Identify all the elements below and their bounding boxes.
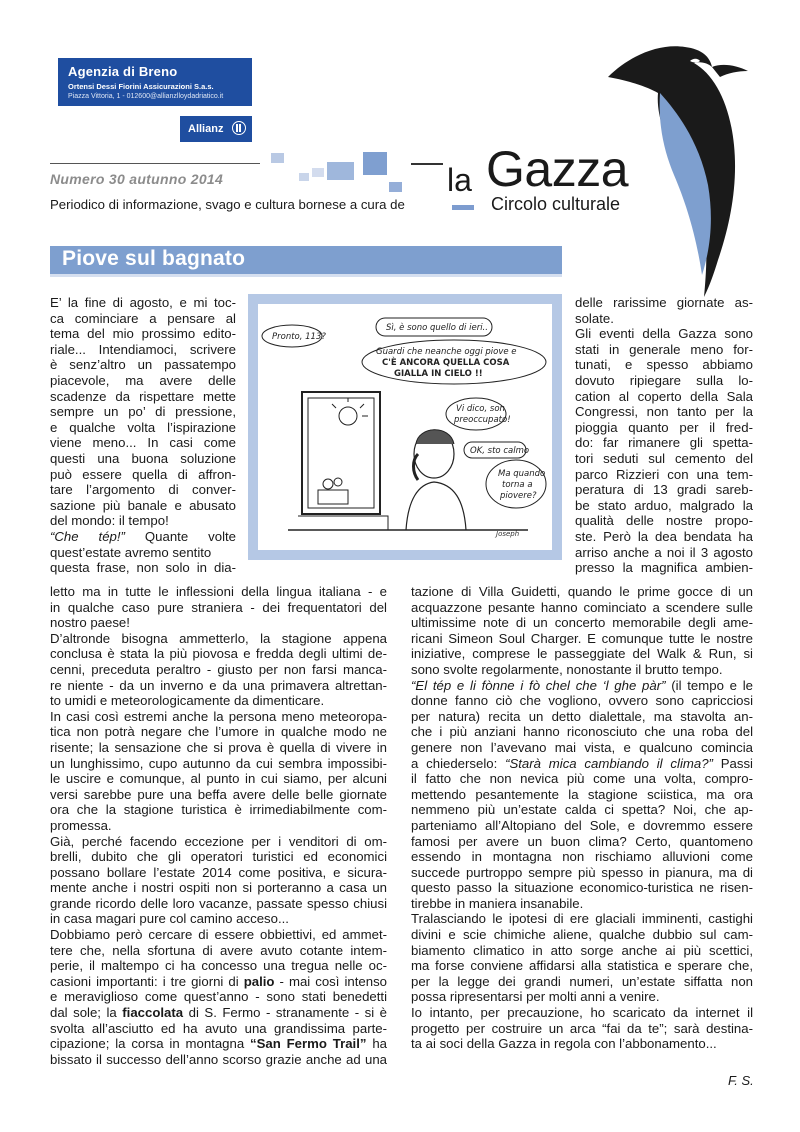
cartoon-bubble-6b: torna a [502,480,533,490]
cartoon-bubble-4b: preoccupato! [454,415,511,425]
logo-line [411,163,443,165]
cartoon-illustration [258,304,552,550]
banner-shadow [50,274,562,277]
article-text-column-4: tazione di Villa Guidetti, quando le prime gocce di un acquazzone pesante hanno cominciato a scendere sulle ultimissime note di un concerto memorabile degli ame- ricani Simeon Soul Charger. E comunque tutte le nostre iniziative, comprese le passeggiate del Walk & Run, si sono svolte regolarmente, nonostante il brutto tempo. “El tép e li fònne i fò chel che ‘l ghe pàr” (il tempo e le donne fanno ciò che vogliono, ovvero sono capricciosi per natura) recita un detto dialettale, ma stavolta an- che i più anziani hanno riconosciuto che una roba del genere non l’avevano mai vista, e qualcuno comincia a chiederselo: “Starà mica cambiando il clima?” Passi il fatto che non nevica più come una volta, compro- mettendo pesantemente la stagione sciistica, ma ora nemmeno più un’estate calda ci spetta? Noi, che ap- parteniamo all’Altopiano del Sole, e dovremmo essere famosi per avere un buon clima? Certo, quantomeno essendo in montagna non rischiamo alluvioni come succede purtroppo sempre più spesso in pianura, ma di questo passo la situazione economico-turistica ne risen- tirebbe in maniera insanabile. Tralasciando le ipotesi di ere glaciali imminenti, castighi divini e scie chimiche aliene, qualche dubbio sul cam- biamento climatico in atto sorge anche ai più scettici, ma forse conviene affidarsi alla statistica e sperare che, per la legge dei grandi numeri, un’estate siffatta non possa ripresentarsi per molti anni a venire. Io intanto, per precauzione, ho scaricato da internet il progetto per costruire un arca “fai da te”; sarà destina- ta ai soci della Gazza in regola con l’abbonamento... [411,584,753,1052]
decor-square [389,182,402,192]
cartoon-frame [248,294,562,560]
cartoon-artist: Joseph [496,530,520,538]
cartoon-bubble-6a: Ma quando [498,469,546,479]
magpie-logo-icon [590,35,760,305]
allianz-label: Allianz [188,123,224,135]
agency-ad [58,58,252,150]
allianz-eagle-icon [232,121,246,135]
article-title: Piove sul bagnato [62,247,246,270]
logo-subtitle: Circolo culturale [491,194,621,214]
cartoon-bubble-3c: GIALLA IN CIELO !! [394,369,483,379]
cartoon-bubble-2: Sì, è sono quello di ieri.. [386,323,488,333]
cartoon-bubble-4a: Vi dico, son [456,404,505,414]
agency-ad-banner [58,58,252,106]
decor-square [327,162,354,180]
decor-square [271,153,284,163]
author-signature: F. S. [728,1073,754,1088]
allianz-logo [180,116,252,142]
cartoon-bubble-1: Pronto, 113? [272,332,326,342]
article-text-column-3: letto ma in tutte le inflessioni della lingua italiana - e in qualche caso pure straniera - dei frequentatori del nostro paese! D’altronde bisogna ammetterlo, la stagione appena conclusa è stata la più piovosa e fredda degli ultimi de- cenni, preceduta peraltro - giusto per non farsi manca- re niente - da un inverno e da una primavera altrettan- to umidi e meteorologicamente da dimenticare. In casi così estremi anche la persona meno meteoropa- tica non potrà negare che l’umore in qualche modo ne risente; la sensazione che si prova è quella di vivere in un lunghissimo, cupo autunno da cui sembra impossibi- le uscire e comunque, al punto in cui siamo, per alcuni versi sarebbe pure una beffa avere delle belle giornate ora che la stagione turistica è irrimediabilmente com- promessa. Già, perché facendo eccezione per i venditori di om- brelli, dubito che gli operatori turistici ed economici possano bollare l’estate 2014 come positiva, e sicura- mente anche i nostri ospiti non si porteranno a casa un grande ricordo delle loro vacanze, passate spesso chiusi in casa magari pure col camino acceso... Dobbiamo però cercare di essere obbiettivi, ed ammet- tere che, nella sfortuna di avere avuto cotante intem- perie, il maltempo ci ha concesso una tregua nelle oc- casioni importanti: i tre giorni di palio - mai così intenso e meraviglioso come quest’anno - sono stati benedetti dal sole; la fiaccolata di S. Fermo - stranamente - si è svolta all’asciutto ed ha avuto una grandissima parte- cipazione; la corsa in montagna “San Fermo Trail” ha bissato il successo dell’anno scorso grazie anche ad una [50,584,387,1067]
cartoon-bubble-3a: Guardi che neanche oggi piove e [376,347,517,357]
section-banner [50,246,562,274]
cartoon-bubble-5: OK, sto calmo [470,446,530,456]
decor-square [312,168,324,177]
masthead-rule [50,163,260,164]
logo-article: la [447,162,472,198]
agency-name: Agenzia di Breno [68,64,178,79]
cartoon-bubble-6c: piovere? [500,491,537,501]
issue-number: Numero 30 autunno 2014 [50,171,224,187]
decor-square [299,173,309,181]
cartoon-bubble-3b: C'È ANCORA QUELLA COSA [382,358,510,368]
decor-square [363,152,387,175]
masthead-tagline: Periodico di informazione, svago e cultura bornese a cura de [50,197,405,212]
logo-title: Gazza [486,141,629,197]
agency-company: Ortensi Dessi Fiorini Assicurazioni S.a.s. [68,82,214,91]
article-text-column-2: delle rarissime giornate as- solate. Gli eventi della Gazza sono stati in generale meno for- tunati, e spesso abbiamo dovuto ripiegare sulla lo- cation al coperto della Sala Congressi, non tanto per la pioggia quanto per il fred- do: far rimanere gli spetta- tori seduti sul cemento del parco Rizzieri con una tem- peratura di 13 gradi sareb- be stato arduo, malgrado la qualità delle nostre propo- ste. Però la dea bendata ha arriso anche a noi il 3 agosto presso la magnifica ambien- [575,295,753,576]
article-text-column-1: E’ la fine di agosto, e mi toc- ca cominciare a pensare al tema del mio prossimo edito- riale... Intendiamoci, scrivere è senz’altro un passatempo piacevole, ma avere delle scadenze da rispettare mette sempre un po’ di pressione, e qualche volta l’ispirazione viene meno... In casi come questi una buona soluzione può essere quella di affron- tare l’argomento di conver- sazione più banale e abusato del mondo: il tempo! “Che tép!” Quante volte quest’estate avremo sentito questa frase, non solo in dia- [50,295,236,576]
logo-dash [452,205,474,210]
agency-address: Piazza Vittoria, 1 - 012600@allianzlloydadriatico.it [68,93,224,100]
